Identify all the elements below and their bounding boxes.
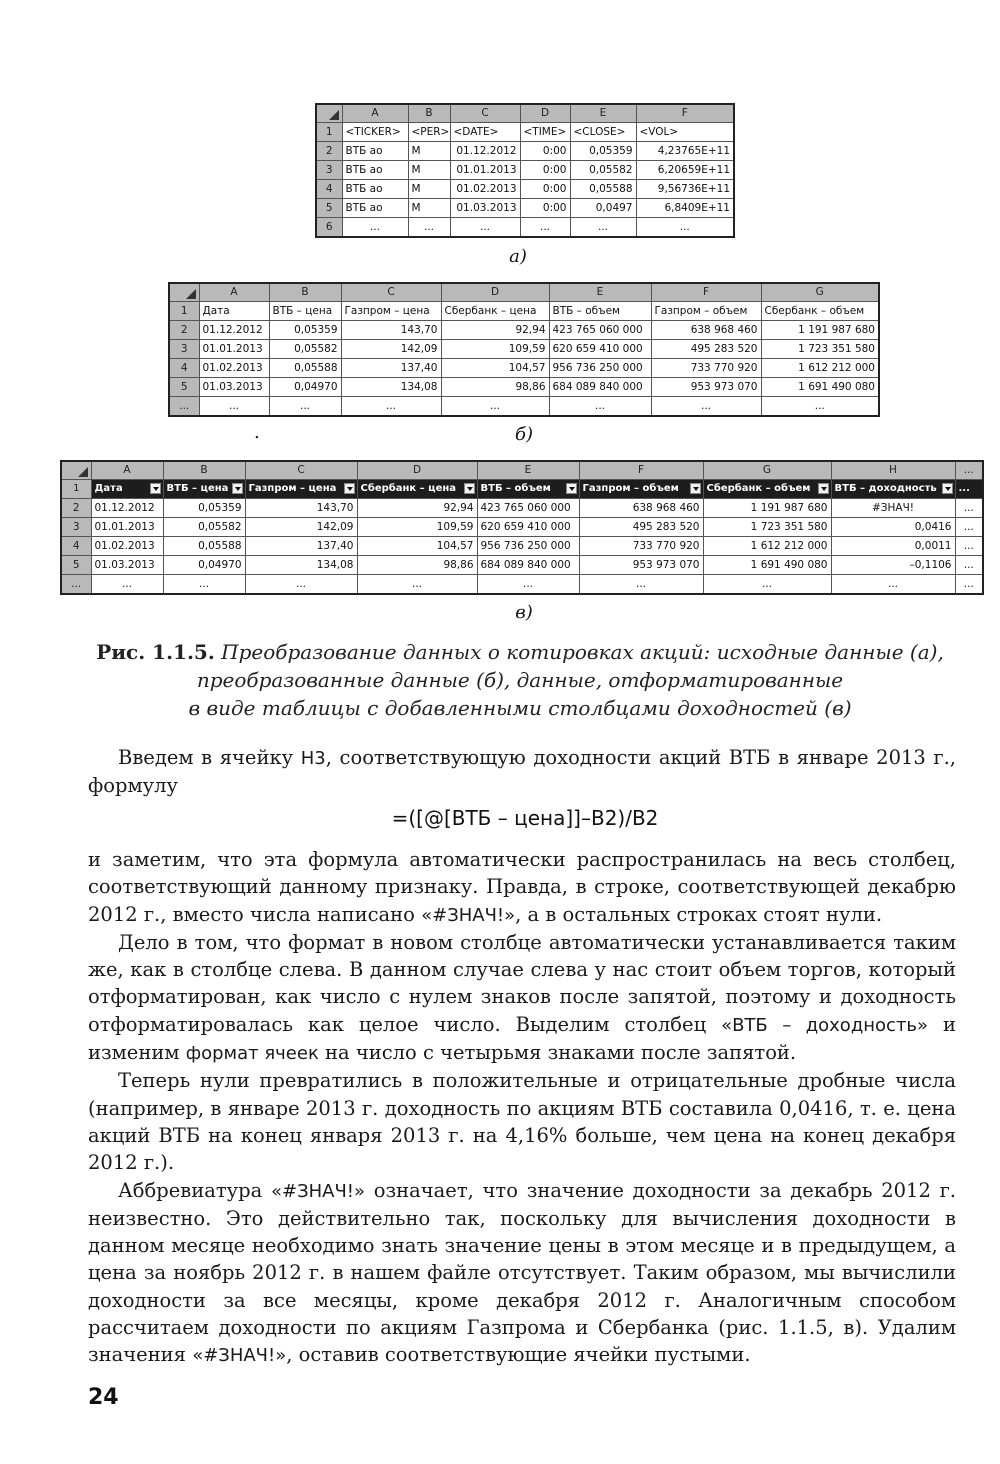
cell[interactable]: <VOL> xyxy=(636,123,734,142)
cell[interactable]: ... xyxy=(955,537,983,556)
row-header[interactable]: 4 xyxy=(169,359,199,378)
row-header[interactable]: 4 xyxy=(316,180,342,199)
cell[interactable]: ... xyxy=(579,575,703,595)
table-column-header[interactable] xyxy=(579,480,703,499)
column-header[interactable]: G xyxy=(761,283,879,302)
cell[interactable]: 684 089 840 000 xyxy=(477,556,579,575)
column-header[interactable]: B xyxy=(163,461,245,480)
spreadsheet-b xyxy=(168,282,880,417)
text: , а в остальных строках стоят нули. xyxy=(515,902,883,926)
cell[interactable]: 0,05359 xyxy=(163,499,245,518)
cell[interactable]: ... xyxy=(703,575,831,595)
spreadsheet-v xyxy=(60,460,984,595)
cell[interactable]: 1 691 490 080 xyxy=(761,378,879,397)
error-value: «#ЗНАЧ!» xyxy=(270,1180,366,1202)
cell[interactable]: ... xyxy=(269,397,341,417)
column-header-row xyxy=(169,283,879,302)
cell[interactable]: <CLOSE> xyxy=(570,123,636,142)
cell[interactable]: 0,05588 xyxy=(570,180,636,199)
cell[interactable]: 104,57 xyxy=(357,537,477,556)
row-header[interactable]: 4 xyxy=(61,537,91,556)
row-header[interactable]: 1 xyxy=(61,480,91,499)
cell[interactable]: ... xyxy=(570,218,636,238)
caption-line: в виде таблицы с добавленными столбцами доходностей (в) xyxy=(188,696,852,720)
column-name: «ВТБ – доходность» xyxy=(721,1014,929,1036)
table-header-row xyxy=(61,480,983,499)
cell[interactable]: 0,05582 xyxy=(269,340,341,359)
cell[interactable]: 0,05359 xyxy=(570,142,636,161)
paragraph-4: Теперь нули превратились в положительные и отрицательные дробные числа (например, в январе 2013 г. доходность по акциям ВТБ составила 0,0416, т. е. цена акций ВТБ на конец января 2013 г. на 4,16% больше, чем цена на конец декабря 2012 г.). xyxy=(88,1069,956,1175)
cell[interactable]: Дата xyxy=(199,302,269,321)
column-header[interactable]: C xyxy=(450,104,520,123)
subfigure-label-v: в) xyxy=(515,602,533,623)
cell[interactable]: 0:00 xyxy=(520,199,570,218)
cell[interactable]: ВТБ ао xyxy=(342,161,408,180)
cell[interactable]: 6,20659E+11 xyxy=(636,161,734,180)
cell[interactable]: 137,40 xyxy=(341,359,441,378)
cell[interactable]: 4,23765E+11 xyxy=(636,142,734,161)
column-header[interactable]: F xyxy=(651,283,761,302)
row-header[interactable]: 1 xyxy=(316,123,342,142)
row-header[interactable]: 6 xyxy=(316,218,342,238)
body-text xyxy=(88,846,956,1370)
paragraph-5 xyxy=(88,1177,956,1370)
table-row xyxy=(316,123,734,142)
table-column-header[interactable] xyxy=(831,480,955,499)
cell[interactable]: ... xyxy=(441,397,549,417)
table-row xyxy=(169,302,879,321)
error-value: «#ЗНАЧ!» xyxy=(421,904,516,926)
caption-line xyxy=(90,638,950,666)
row-header[interactable]: 5 xyxy=(316,199,342,218)
table-column-header[interactable] xyxy=(703,480,831,499)
cell[interactable]: 733 770 920 xyxy=(579,537,703,556)
cell[interactable]: 1 691 490 080 xyxy=(703,556,831,575)
cell[interactable]: <TIME> xyxy=(520,123,570,142)
row-header[interactable]: 1 xyxy=(169,302,199,321)
cell[interactable]: 01.03.2013 xyxy=(199,378,269,397)
cell[interactable]: ... xyxy=(549,397,651,417)
text: , соответствующую доходности акций ВТБ в январе 2013 г., формулу xyxy=(88,746,957,798)
cell[interactable]: 0,05588 xyxy=(163,537,245,556)
cell[interactable]: 98,86 xyxy=(357,556,477,575)
table-row xyxy=(316,199,734,218)
table-column-header[interactable] xyxy=(245,480,357,499)
caption-label: Рис. 1.1.5. xyxy=(96,640,215,664)
column-header[interactable]: A xyxy=(342,104,408,123)
cell[interactable]: ... xyxy=(955,499,983,518)
column-header[interactable]: C xyxy=(341,283,441,302)
cell[interactable]: ВТБ – цена xyxy=(269,302,341,321)
cell[interactable]: Газпром – цена xyxy=(341,302,441,321)
cell[interactable]: 956 736 250 000 xyxy=(477,537,579,556)
cell[interactable]: 1 191 987 680 xyxy=(703,499,831,518)
cell[interactable]: 142,09 xyxy=(245,518,357,537)
cell[interactable]: 01.01.2013 xyxy=(199,340,269,359)
caption-line: преобразованные данные (б), данные, отформатированные xyxy=(196,668,844,692)
cell[interactable]: 620 659 410 000 xyxy=(477,518,579,537)
text: Аббревиатура xyxy=(118,1178,271,1202)
cell[interactable]: 109,59 xyxy=(357,518,477,537)
cell[interactable]: ВТБ ао xyxy=(342,199,408,218)
cell[interactable]: ... xyxy=(955,518,983,537)
text: , оставив соответствующие ячейки пустыми. xyxy=(286,1343,751,1367)
table-row xyxy=(169,359,879,378)
table-row xyxy=(169,340,879,359)
menu-command: формат ячеек xyxy=(185,1043,319,1065)
cell[interactable]: 01.01.2013 xyxy=(91,518,163,537)
text: Дело в том, что формат в новом столбце автоматически устанавливается таким же, как в столбце слева. В данном случае слева у нас стоит объем торгов, который отформатирован, как число с нулем знаков после запятой, поэтому и доходность отформатировалась как целое число. Выделим столбец xyxy=(88,930,956,1036)
cell[interactable]: 638 968 460 xyxy=(579,499,703,518)
cell[interactable]: 638 968 460 xyxy=(651,321,761,340)
select-all-corner[interactable] xyxy=(61,461,91,480)
cell[interactable]: 92,94 xyxy=(441,321,549,340)
header-label: ВТБ – доходность xyxy=(834,483,937,494)
row-header[interactable]: 5 xyxy=(61,556,91,575)
cell[interactable]: 0,05582 xyxy=(163,518,245,537)
text: и изменим xyxy=(88,1012,956,1065)
table-column-header[interactable] xyxy=(91,480,163,499)
column-header[interactable]: D xyxy=(441,283,549,302)
row-header[interactable]: 5 xyxy=(169,378,199,397)
cell[interactable]: Сбербанк – объем xyxy=(761,302,879,321)
header-label: Сбербанк – цена xyxy=(360,483,457,494)
table-column-header[interactable] xyxy=(163,480,245,499)
cell[interactable]: 9,56736E+11 xyxy=(636,180,734,199)
table-row xyxy=(316,180,734,199)
cell[interactable]: 137,40 xyxy=(245,537,357,556)
column-header[interactable]: D xyxy=(357,461,477,480)
cell[interactable]: ... xyxy=(520,218,570,238)
select-all-corner[interactable] xyxy=(316,104,342,123)
cell[interactable]: 620 659 410 000 xyxy=(549,340,651,359)
cell[interactable]: 0,04970 xyxy=(163,556,245,575)
row-header[interactable]: ... xyxy=(169,397,199,417)
cell[interactable]: 1 723 351 580 xyxy=(761,340,879,359)
cell[interactable]: 01.03.2013 xyxy=(450,199,520,218)
cell[interactable]: ... xyxy=(761,397,879,417)
cell[interactable]: M xyxy=(408,161,450,180)
text: на число с четырьмя знаками после запятой. xyxy=(318,1041,797,1065)
cell[interactable]: M xyxy=(408,180,450,199)
table-row xyxy=(169,397,879,417)
cell[interactable]: ... xyxy=(651,397,761,417)
cell[interactable]: <PER> xyxy=(408,123,450,142)
column-header[interactable]: B xyxy=(408,104,450,123)
cell[interactable]: ВТБ ао xyxy=(342,142,408,161)
cell[interactable]: M xyxy=(408,142,450,161)
table-row xyxy=(316,218,734,238)
cell[interactable]: 0:00 xyxy=(520,161,570,180)
cell[interactable]: 142,09 xyxy=(341,340,441,359)
column-header[interactable]: F xyxy=(579,461,703,480)
cell-ref: H3 xyxy=(300,748,326,769)
cell[interactable]: ... xyxy=(831,575,955,595)
row-header[interactable]: 2 xyxy=(316,142,342,161)
cell[interactable]: 0,0011 xyxy=(831,537,955,556)
cell[interactable]: 0:00 xyxy=(520,142,570,161)
cell[interactable]: 143,70 xyxy=(245,499,357,518)
filter-dropdown-icon[interactable] xyxy=(566,483,577,494)
column-header[interactable]: G xyxy=(703,461,831,480)
subfigure-label-b: б) xyxy=(514,424,533,445)
formula: =([@[ВТБ – цена]]–B2)/B2 xyxy=(391,806,659,830)
cell[interactable]: #ЗНАЧ! xyxy=(831,499,955,518)
cell[interactable]: 0,05582 xyxy=(570,161,636,180)
cell[interactable]: ... xyxy=(163,575,245,595)
column-header[interactable]: E xyxy=(570,104,636,123)
header-label: Газпром – цена xyxy=(248,483,337,494)
error-value: «#ЗНАЧ!» xyxy=(192,1345,287,1367)
paragraph-3 xyxy=(88,929,956,1067)
cell[interactable]: 1 723 351 580 xyxy=(703,518,831,537)
cell[interactable]: –0,1106 xyxy=(831,556,955,575)
column-header[interactable]: A xyxy=(91,461,163,480)
column-header[interactable]: A xyxy=(199,283,269,302)
row-header[interactable]: 3 xyxy=(316,161,342,180)
cell[interactable]: 956 736 250 000 xyxy=(549,359,651,378)
table-column-header[interactable] xyxy=(357,480,477,499)
cell[interactable]: ... xyxy=(91,575,163,595)
cell[interactable]: ... xyxy=(450,218,520,238)
column-header[interactable]: D xyxy=(520,104,570,123)
cell[interactable]: ... xyxy=(955,556,983,575)
cell[interactable]: 134,08 xyxy=(245,556,357,575)
cell[interactable]: 423 765 060 000 xyxy=(477,499,579,518)
cell[interactable]: 495 283 520 xyxy=(651,340,761,359)
cell[interactable]: 01.12.2012 xyxy=(91,499,163,518)
cell[interactable]: ... xyxy=(245,575,357,595)
cell[interactable]: 134,08 xyxy=(341,378,441,397)
cell[interactable]: 953 973 070 xyxy=(579,556,703,575)
cell[interactable]: 0,05588 xyxy=(269,359,341,378)
cell[interactable]: 109,59 xyxy=(441,340,549,359)
cell[interactable]: 92,94 xyxy=(357,499,477,518)
figure-caption xyxy=(90,638,950,722)
cell[interactable]: 495 283 520 xyxy=(579,518,703,537)
paragraph-1 xyxy=(88,744,956,800)
cell[interactable]: ВТБ – объем xyxy=(549,302,651,321)
table-row xyxy=(316,161,734,180)
table-column-header[interactable]: ... xyxy=(955,480,983,499)
cell[interactable]: 6,8409E+11 xyxy=(636,199,734,218)
cell[interactable]: ... xyxy=(636,218,734,238)
cell[interactable]: M xyxy=(408,199,450,218)
cell[interactable]: ... xyxy=(357,575,477,595)
header-label: ВТБ – цена xyxy=(166,483,229,494)
column-header[interactable]: ... xyxy=(955,461,983,480)
cell[interactable]: 423 765 060 000 xyxy=(549,321,651,340)
column-header[interactable]: B xyxy=(269,283,341,302)
column-header[interactable]: E xyxy=(549,283,651,302)
cell[interactable]: 1 612 212 000 xyxy=(761,359,879,378)
cell[interactable]: 01.02.2013 xyxy=(91,537,163,556)
cell[interactable]: 01.02.2013 xyxy=(450,180,520,199)
cell[interactable]: 01.03.2013 xyxy=(91,556,163,575)
filter-dropdown-icon[interactable] xyxy=(818,483,829,494)
filter-dropdown-icon[interactable] xyxy=(942,483,953,494)
table-row xyxy=(61,499,983,518)
row-header[interactable]: ... xyxy=(61,575,91,595)
select-all-corner[interactable] xyxy=(169,283,199,302)
page-number: 24 xyxy=(88,1385,119,1410)
cell[interactable]: 0,0416 xyxy=(831,518,955,537)
cell[interactable]: ... xyxy=(199,397,269,417)
row-header[interactable]: 2 xyxy=(169,321,199,340)
cell[interactable]: <DATE> xyxy=(450,123,520,142)
cell[interactable]: ... xyxy=(341,397,441,417)
filter-dropdown-icon[interactable] xyxy=(150,483,161,494)
table-row xyxy=(61,518,983,537)
column-header[interactable]: H xyxy=(831,461,955,480)
cell[interactable]: 104,57 xyxy=(441,359,549,378)
row-header[interactable]: 3 xyxy=(61,518,91,537)
cell[interactable]: 953 973 070 xyxy=(651,378,761,397)
cell[interactable]: 0,05359 xyxy=(269,321,341,340)
paragraph-2 xyxy=(88,846,956,929)
cell[interactable]: 1 191 987 680 xyxy=(761,321,879,340)
column-header-row xyxy=(316,104,734,123)
cell[interactable]: Газпром – объем xyxy=(651,302,761,321)
column-header-row xyxy=(61,461,983,480)
row-header[interactable]: 3 xyxy=(169,340,199,359)
column-header[interactable]: F xyxy=(636,104,734,123)
filter-dropdown-icon[interactable] xyxy=(232,483,243,494)
subfigure-label-a: а) xyxy=(509,246,527,267)
header-label: Сбербанк – объем xyxy=(706,483,811,494)
column-header[interactable]: E xyxy=(477,461,579,480)
table-column-header[interactable] xyxy=(477,480,579,499)
column-header[interactable]: C xyxy=(245,461,357,480)
table-row xyxy=(169,378,879,397)
filter-dropdown-icon[interactable] xyxy=(344,483,355,494)
header-label: ВТБ – объем xyxy=(480,483,551,494)
cell[interactable]: 0,0497 xyxy=(570,199,636,218)
table-row xyxy=(61,575,983,595)
table-row xyxy=(61,537,983,556)
stray-dot: . xyxy=(254,422,260,443)
cell[interactable]: ... xyxy=(955,575,983,595)
spreadsheet-a xyxy=(315,103,735,238)
header-label: Дата xyxy=(94,483,123,494)
text: и заметим, что эта формула автоматически распространилась на весь столбец, соответствующий данному признаку. Правда, в строке, соответствующей декабрю 2012 г., вместо числа написано xyxy=(88,848,956,926)
text: означает, что значение доходности за декабрь 2012 г. неизвестно. Это действительно так, поскольку для вычисления доходности в данном месяце необходимо знать значение цены в этом месяце и в предыдущем, а цена за ноябрь 2012 г. в нашем файле отсутствует. Таким образом, мы вычислили доходности за все месяцы, кроме декабря 2012 г. Аналогичным способом рассчитаем доходности по акциям Газпрома и Сбербанка (рис. 1.1.5, в). Удалим значения xyxy=(88,1178,956,1367)
cell[interactable]: 0,04970 xyxy=(269,378,341,397)
caption-text: Преобразование данных о котировках акций: исходные данные (а), xyxy=(221,640,944,664)
filter-dropdown-icon[interactable] xyxy=(690,483,701,494)
table-row xyxy=(316,142,734,161)
cell[interactable]: <TICKER> xyxy=(342,123,408,142)
cell[interactable]: 01.01.2013 xyxy=(450,161,520,180)
cell[interactable]: 98,86 xyxy=(441,378,549,397)
cell[interactable]: 1 612 212 000 xyxy=(703,537,831,556)
cell[interactable]: 684 089 840 000 xyxy=(549,378,651,397)
header-label: Газпром – объем xyxy=(582,483,679,494)
filter-dropdown-icon[interactable] xyxy=(464,483,475,494)
cell[interactable]: 01.02.2013 xyxy=(199,359,269,378)
cell[interactable]: ВТБ ао xyxy=(342,180,408,199)
cell[interactable]: 733 770 920 xyxy=(651,359,761,378)
cell[interactable]: 143,70 xyxy=(341,321,441,340)
cell[interactable]: Сбербанк – цена xyxy=(441,302,549,321)
cell[interactable]: 0:00 xyxy=(520,180,570,199)
cell[interactable]: ... xyxy=(477,575,579,595)
cell[interactable]: ... xyxy=(408,218,450,238)
row-header[interactable]: 2 xyxy=(61,499,91,518)
text: Введем в ячейку xyxy=(118,746,301,769)
cell[interactable]: 01.12.2012 xyxy=(199,321,269,340)
cell[interactable]: ... xyxy=(342,218,408,238)
table-row xyxy=(61,556,983,575)
table-row xyxy=(169,321,879,340)
cell[interactable]: 01.12.2012 xyxy=(450,142,520,161)
